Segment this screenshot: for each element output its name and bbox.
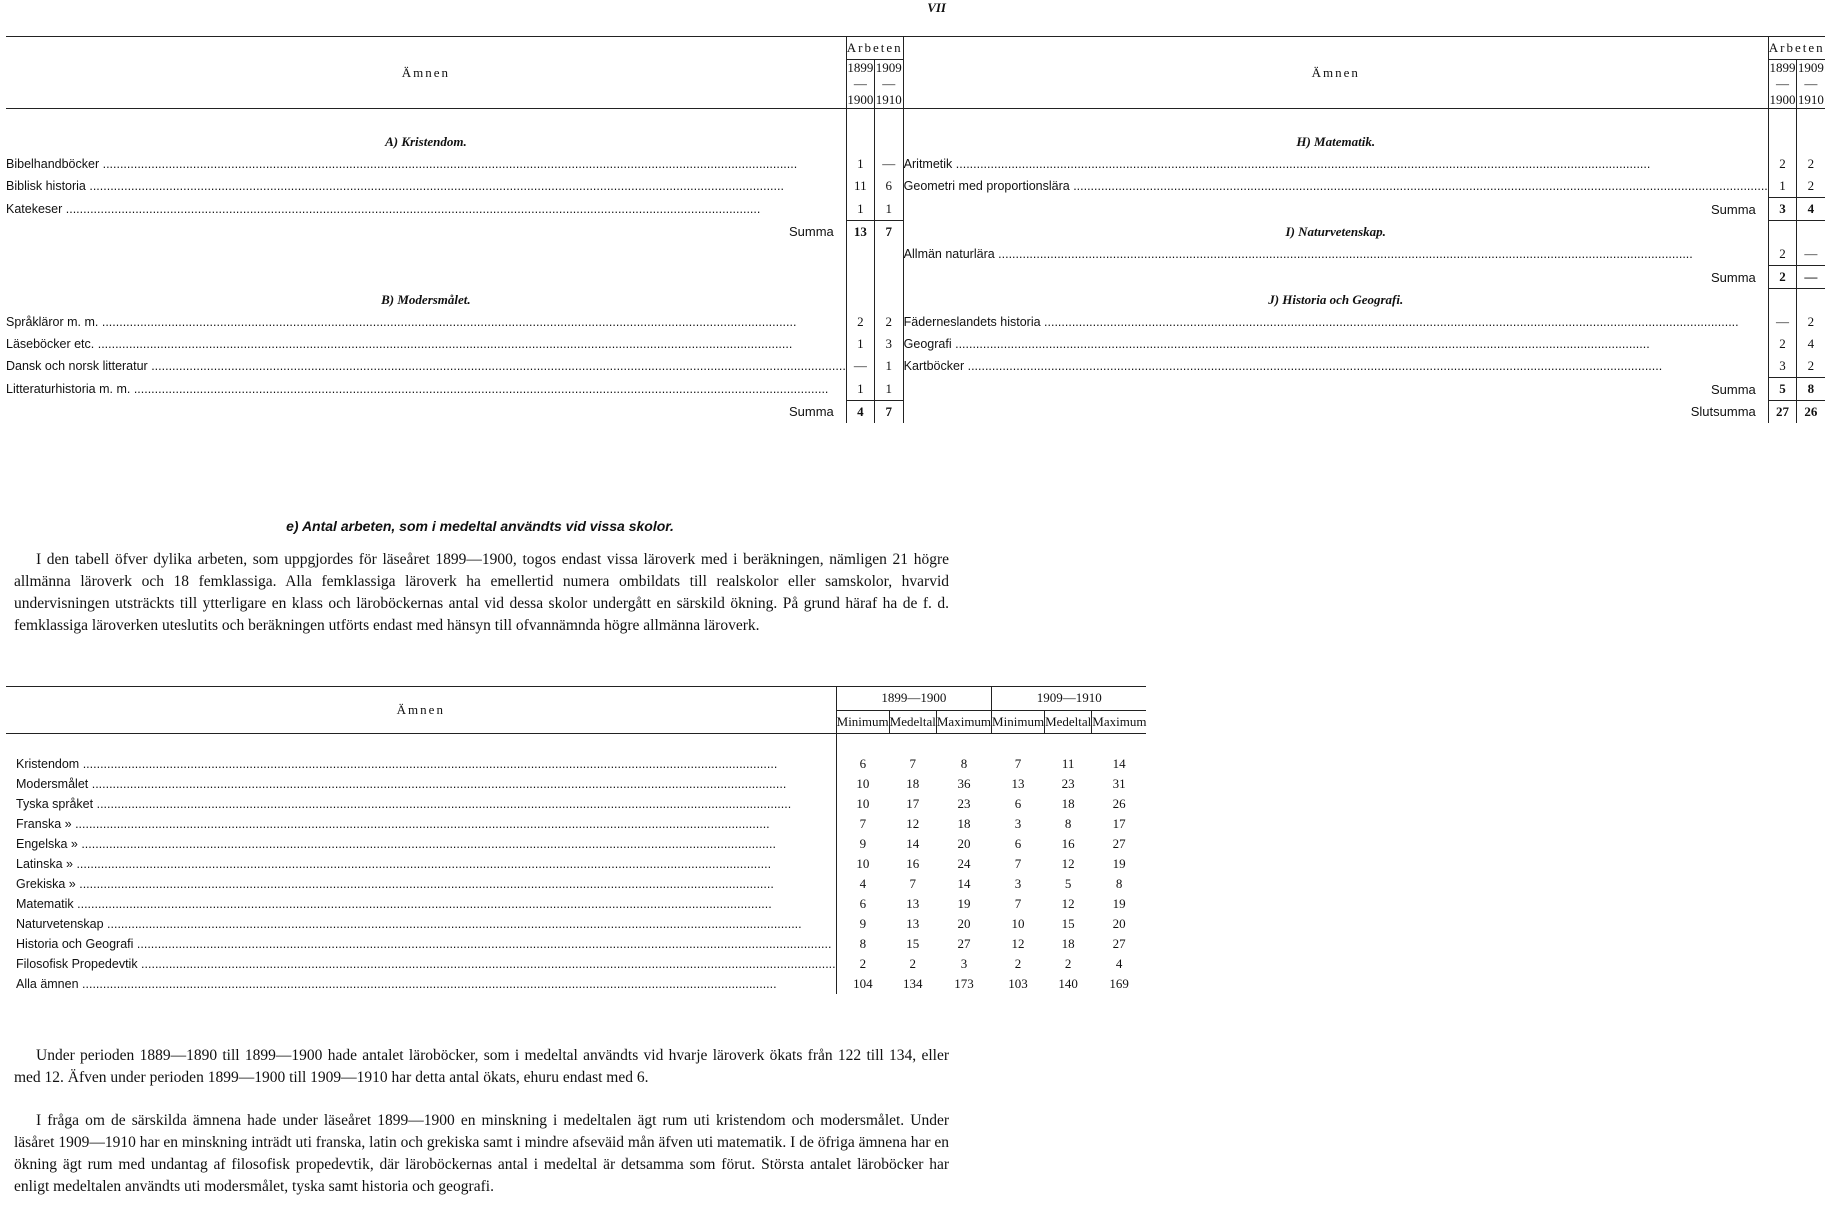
row-label: Litteraturhistoria m. m. ..... [6,378,846,401]
cell: 10 [856,856,870,871]
t1-subject-header-left: Ämnen [6,37,846,109]
books-count-table [6,36,1825,423]
row-label: Fäderneslandets historia ..... [903,311,1768,333]
t1-period1-right: 1899—1900 [1769,60,1796,107]
summa-cell: 7 [874,401,903,424]
table-row [6,814,1146,834]
cell: 12 [1011,936,1025,951]
t1-period2-right: 1909—1910 [1797,60,1824,107]
table-row [6,894,1146,914]
cell: 2 [1797,311,1825,333]
cell: 173 [954,976,974,991]
t2-col-header: Maximum [936,710,991,734]
cell: 6 [874,175,903,198]
section-title: B) Modersmålet. [381,291,471,307]
cell: 8 [960,756,968,771]
section-title: H) Matematik. [1296,134,1376,149]
row-label: Aritmetik ..... [903,153,1768,175]
t1-group-header-right: Arbeten [1768,37,1824,60]
cell: 2 [1014,956,1022,971]
cell: 1 [1768,175,1796,198]
table-row [6,874,1146,894]
summa-cell: 4 [1797,198,1825,221]
cell: 10 [856,776,870,791]
cell: 16 [906,856,920,871]
cell: 2 [1797,175,1825,198]
cell: 3 [1014,876,1022,891]
paragraph [14,1110,949,1198]
t1-period2-left: 1909—1910 [875,60,902,107]
summa-cell: 8 [1797,378,1825,401]
row-label: Kristendom ..... [6,754,836,774]
table-row [6,854,1146,874]
cell: 3 [960,956,968,971]
table-row [6,914,1146,934]
row-label: Kartböcker ..... [903,355,1768,378]
t2-subject-header: Ämnen [6,687,836,734]
cell: 2 [874,311,903,333]
cell: 2 [1768,243,1796,266]
cell: 14 [957,876,971,891]
cell: 19 [957,896,971,911]
cell: 36 [957,776,971,791]
paragraph-text: Under perioden 1889—1890 till 1899—1900 hade antalet läroböcker, som i medeltal användts vid hvarje läroverk ökats från 122 till 134, eller med 12. Äfven under perioden 1899—1900 till 1909—1910 har detta antal ökats, ehuru endast med 6. [14,1047,949,1086]
summa-cell: 5 [1768,378,1796,401]
cell: 14 [1112,756,1126,771]
table-row [6,794,1146,814]
cell: 10 [856,796,870,811]
cell: 12 [906,816,920,831]
paragraph-text: I fråga om de särskilda ämnena hade under läseåret 1899—1900 en minskning i medeltalen ägt rum uti kristendom och modersmålet. Under läsåret 1909—1910 har en minskning inträdt uti franska, latin och grekiska samt i mindre afseväid mån äfven uti matematik. I de öfriga ämnena har en ökning ägt rum med undantag af filosofisk propedevtik, där läroböckernas antal i medeltal är detsamma som förut. Största antalet läroböcker har enligt medeltalen användts uti modersmålet, tyska samt historia och geografi. [14,1112,949,1195]
cell: 2 [846,311,874,333]
cell: 1 [874,355,903,378]
t2-period1-header: 1899—1900 [836,687,991,711]
cell: — [1797,243,1825,266]
summa-label: Summa [1710,381,1756,397]
table-row [6,934,1146,954]
cell: — [846,355,874,378]
summa-cell: 13 [846,221,874,244]
table-row [6,834,1146,854]
row-label: Katekeser ..... [6,198,846,221]
summa-label: Summa [1710,269,1756,285]
cell: 2 [1064,956,1072,971]
row-label: Historia och Geografi ..... [6,934,836,954]
cell: 9 [859,836,867,851]
summa-label: Summa [1710,201,1756,217]
cell: 16 [1061,836,1075,851]
t1-period1-left: 1899—1900 [847,60,874,107]
cell: 2 [1768,153,1796,175]
cell: 13 [906,916,920,931]
row-label: Geometri med proportionslära ..... [903,175,1768,198]
cell: — [874,153,903,175]
section-title: J) Historia och Geografi. [1268,291,1404,307]
t2-period2-header: 1909—1910 [992,687,1147,711]
cell: 2 [1797,153,1825,175]
table-row [6,974,1146,994]
cell: 1 [846,153,874,175]
paragraph [14,549,949,637]
cell: 10 [1011,916,1025,931]
cell: 20 [957,836,971,851]
cell: 7 [859,816,867,831]
cell: 15 [1061,916,1075,931]
row-label: Naturvetenskap ..... [6,914,836,934]
row-label: Grekiska » ..... [6,874,836,894]
section-title: I) Naturvetenskap. [1285,223,1386,239]
cell: 2 [1797,355,1825,378]
cell: 103 [1008,976,1028,991]
cell: 140 [1058,976,1078,991]
paragraph-text: I den tabell öfver dylika arbeten, som uppgjordes för läseåret 1899—1900, togos endast vissa läroverk med i beräkningen, nämligen 21 högre allmänna läroverk och 18 femklassiga. Alla femklassiga läroverk ha emellertid numera ombildats till realskolor eller samskolor, hvarvid undervisningen utsträckts till ytterligare en klass och läroböckernas antal vid dessa skolor undergått en särskild ökning. På grund häraf ha de f. d. femklassiga läroverken uteslutits och beräkningen utförts endast med hänsyn till ofvannämnda högre allmänna läroverk. [14,551,949,634]
summa-label: Summa [789,404,834,420]
slutsumma-label: Slutsumma [1690,404,1756,420]
table-row [6,954,1146,974]
cell: 18 [957,816,971,831]
cell: 26 [1112,796,1126,811]
summa-cell: 7 [874,221,903,244]
cell: 6 [859,756,867,771]
slutsumma-cell: 26 [1797,401,1825,424]
cell: 19 [1112,896,1126,911]
cell: 27 [1112,836,1126,851]
row-label: Bibelhandböcker ..... [6,153,846,175]
row-label: Språkläror m. m. ..... [6,311,846,333]
summa-cell: 4 [846,401,874,424]
cell: 23 [1061,776,1075,791]
cell: 31 [1112,776,1126,791]
t1-subject-header-right: Ämnen [903,37,1768,109]
cell: 17 [1112,816,1126,831]
cell: 104 [853,976,873,991]
cell: 6 [1014,796,1022,811]
row-label: Biblisk historia ..... [6,175,846,198]
cell: 12 [1061,856,1075,871]
section-title: A) Kristendom. [385,134,467,149]
cell: 18 [1061,936,1075,951]
cell: 7 [1014,856,1022,871]
cell: 9 [859,916,867,931]
cell: 1 [874,378,903,401]
row-label: Allmän naturlära ..... [903,243,1768,266]
cell: 3 [1768,355,1796,378]
summa-label: Summa [789,224,834,240]
cell: 13 [906,896,920,911]
cell: 8 [1064,816,1072,831]
cell: 7 [1014,896,1022,911]
cell: 15 [906,936,920,951]
cell: 134 [903,976,923,991]
cell: 2 [1768,333,1796,355]
cell: — [1768,311,1796,333]
summa-cell: 2 [1768,266,1796,289]
slutsumma-cell: 27 [1768,401,1796,424]
cell: 7 [909,876,917,891]
t2-col-header: Minimum [836,710,889,734]
cell: 8 [1115,876,1123,891]
row-label: Franska » ..... [6,814,836,834]
cell: 12 [1061,896,1075,911]
cell: 6 [1014,836,1022,851]
t2-col-header: Medeltal [1045,710,1092,734]
cell: 169 [1109,976,1129,991]
cell: 4 [1115,956,1123,971]
row-label: Filosofisk Propedevtik ..... [6,954,836,974]
row-label: Latinska » ..... [6,854,836,874]
row-label: Modersmålet ..... [6,774,836,794]
section-heading: e) Antal arbeten, som i medeltal användts vid vissa skolor. [286,518,674,534]
paragraph [14,1045,949,1089]
cell: 19 [1112,856,1126,871]
t2-col-header: Maximum [1092,710,1147,734]
t1-group-header-left: Arbeten [846,37,903,60]
cell: 1 [846,198,874,221]
cell: 4 [1797,333,1825,355]
cell: 20 [1112,916,1126,931]
cell: 17 [906,796,920,811]
cell: 1 [846,333,874,355]
cell: 11 [1061,756,1075,771]
row-label: Matematik ..... [6,894,836,914]
cell: 3 [874,333,903,355]
table-row [6,754,1146,774]
cell: 6 [859,896,867,911]
cell: 2 [909,956,917,971]
cell: 13 [1011,776,1025,791]
cell: 23 [957,796,971,811]
cell: 8 [859,936,867,951]
row-label: Geografi ..... [903,333,1768,355]
cell: 1 [846,378,874,401]
row-label: Läseböcker etc. ..... [6,333,846,355]
summa-cell: — [1797,266,1825,289]
summa-cell: 3 [1768,198,1796,221]
row-label: Tyska språket ..... [6,794,836,814]
table-row [6,774,1146,794]
cell: 11 [846,175,874,198]
row-label: Alla ämnen ..... [6,974,836,994]
cell: 18 [906,776,920,791]
cell: 7 [909,756,917,771]
cell: 27 [1112,936,1126,951]
cell: 20 [957,916,971,931]
page-number: VII [927,0,946,15]
row-label: Dansk och norsk litteratur ..... [6,355,846,378]
cell: 18 [1061,796,1075,811]
cell: 7 [1014,756,1022,771]
cell: 3 [1014,816,1022,831]
cell: 1 [874,198,903,221]
cell: 24 [957,856,971,871]
cell: 27 [957,936,971,951]
average-books-table [6,686,1146,994]
t2-col-header: Medeltal [889,710,936,734]
cell: 5 [1064,876,1072,891]
cell: 4 [859,876,867,891]
t2-col-header: Minimum [992,710,1045,734]
row-label: Engelska » ..... [6,834,836,854]
cell: 2 [859,956,867,971]
cell: 14 [906,836,920,851]
